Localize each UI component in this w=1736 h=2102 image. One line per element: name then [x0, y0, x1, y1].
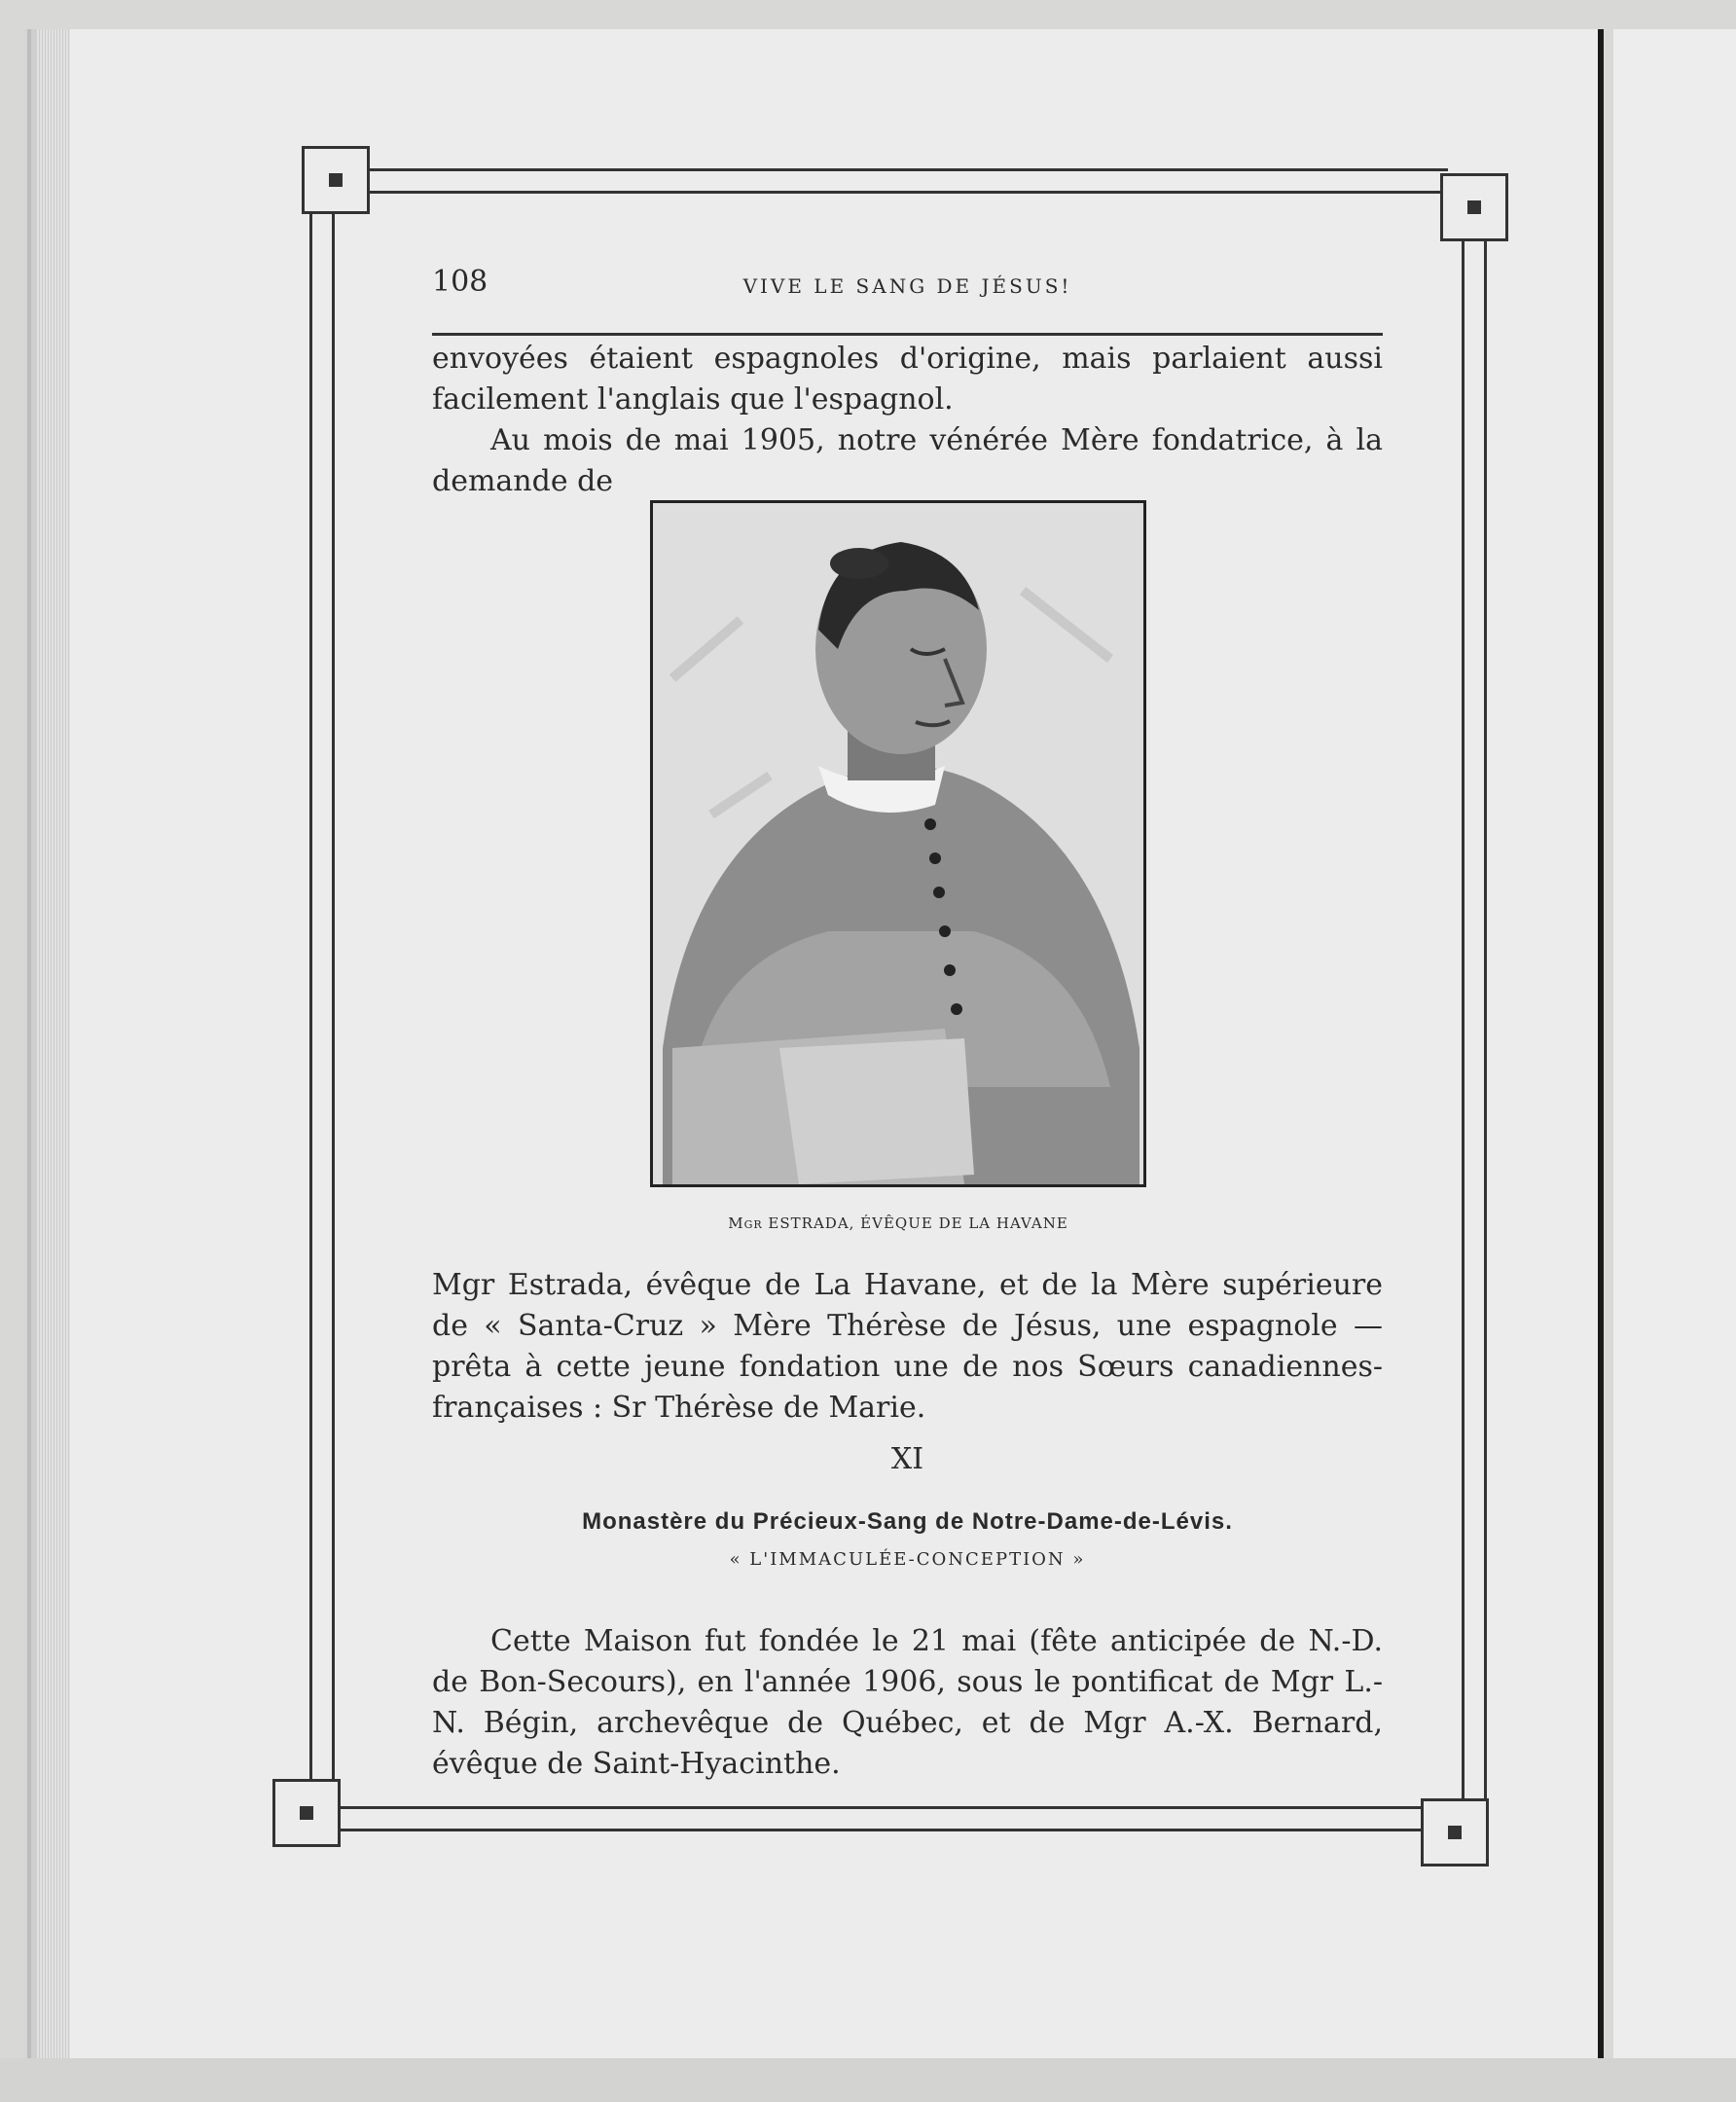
paragraph-continuation: envoyées étaient espagnoles d'origine, mais parlaient aussi facilement l'anglais que l'espagnol. [432, 342, 1383, 417]
section-number: XI [890, 1442, 924, 1476]
bishop-portrait-illustration [653, 503, 1143, 1184]
right-page-edge [1613, 29, 1736, 2058]
frame-corner-top-left [302, 146, 370, 214]
running-title: VIVE LE SANG DE JÉSUS! [742, 274, 1072, 298]
frame-bottom-bar [336, 1806, 1448, 1831]
section-subtitle: « L'IMMACULÉE-CONCEPTION » [729, 1549, 1086, 1570]
page-header [432, 265, 1383, 336]
photo-caption: Mgr ESTRADA, ÉVÊQUE DE LA HAVANE [728, 1214, 1068, 1232]
portrait-photo [650, 500, 1146, 1187]
section-title: Monastère du Précieux-Sang de Notre-Dame-de-Lévis. [582, 1508, 1233, 1535]
frame-left-bar [309, 212, 335, 1828]
frame-top-bar [336, 168, 1448, 194]
page-number: 108 [432, 265, 488, 299]
paragraph-foundation: Cette Maison fut fondée le 21 mai (fête anticipée de N.-D. de Bon-Secours), en l'année 1906, sous le pontificat de Mgr L.-N. Bégin, archevêque de Québec, et de Mgr A.-X. Bernard, évêque de Saint-Hyacinthe. [432, 1624, 1383, 1781]
paragraph-may-1905: Au mois de mai 1905, notre vénérée Mère fondatrice, à la demande de [432, 423, 1383, 498]
frame-corner-bottom-right [1421, 1798, 1489, 1866]
scan-bottom-margin [0, 2058, 1736, 2102]
frame-right-bar [1462, 212, 1487, 1828]
frame-corner-top-right [1440, 173, 1508, 241]
paragraph-estrada: Mgr Estrada, évêque de La Havane, et de la Mère supérieure de « Santa-Cruz » Mère Thérèse de Jésus, une espagnole — prêta à cette jeune fondation une de nos Sœurs canadiennes-françaises : Sr Thérèse de Marie. [432, 1268, 1383, 1425]
frame-corner-bottom-left [272, 1779, 341, 1847]
